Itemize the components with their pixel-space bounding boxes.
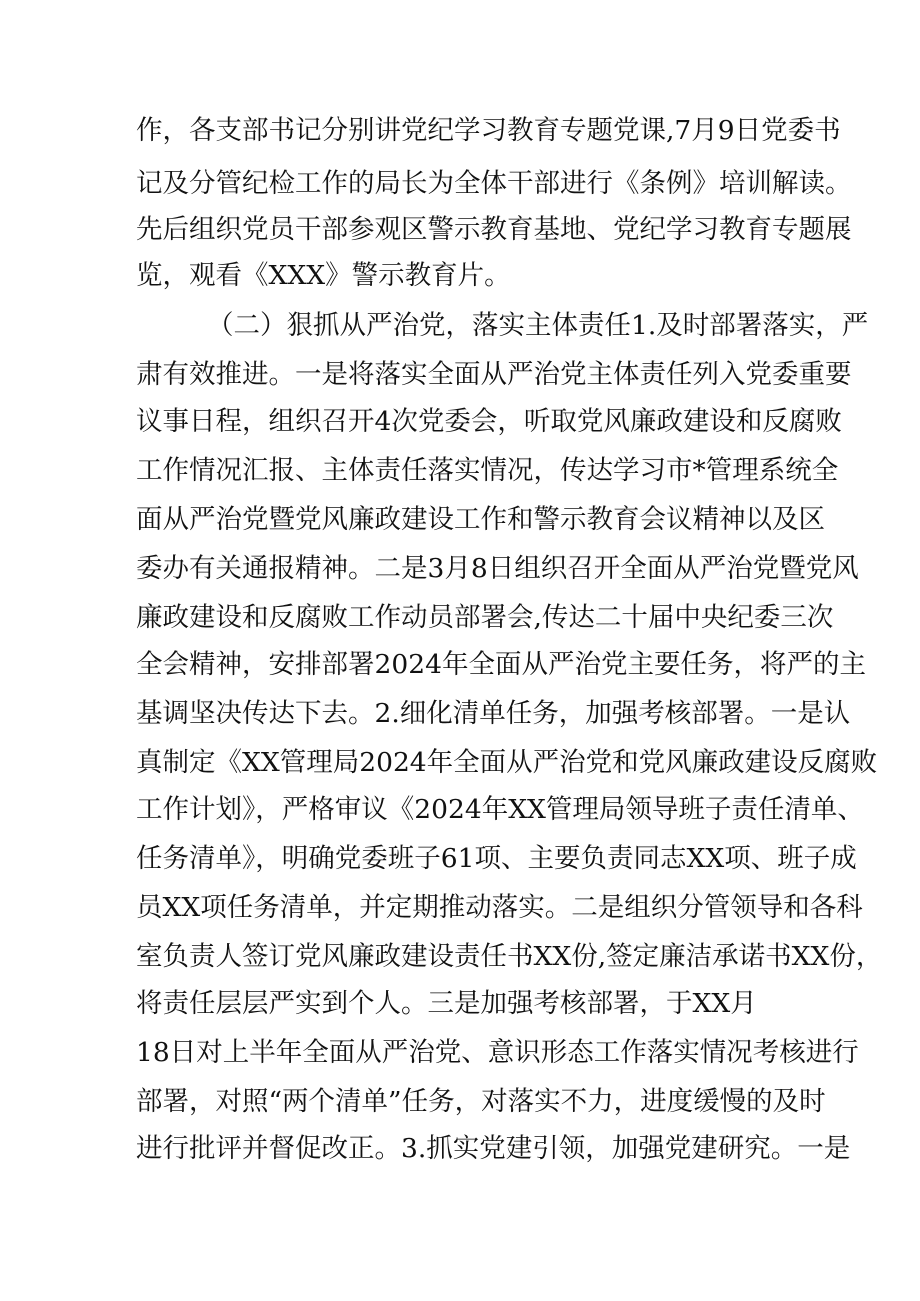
text-line: 委办有关通报精神。二是3月8日组织召开全面从严治党暨党风 [136, 553, 859, 584]
text-line: 真制定《XX管理局2024年全面从严治党和党风廉政建设反腐败 [136, 747, 878, 778]
text-line: 议事日程，组织召开4次党委会，听取党风廉政建设和反腐败 [136, 406, 842, 437]
text-line: 工作计划》，严格审议《2024年XX管理局领导班子责任清单、 [136, 794, 864, 825]
text-line: 览，观看《XXX》警示教育片。 [136, 260, 511, 291]
section-heading-line: （二）狠抓从严治党，落实主体责任1.及时部署落实，严 [207, 310, 869, 341]
text-line: 员XX项任务清单，并定期推动落实。二是组织分管领导和各科 [136, 892, 863, 923]
text-line: 基调坚决传达下去。2.细化清单任务，加强考核部署。一是认 [136, 698, 851, 729]
text-line: 进行批评并督促改正。3.抓实党建引领，加强党建研究。一是 [136, 1133, 851, 1164]
text-line: 全会精神，安排部署2024年全面从严治党主要任务，将严的主 [136, 649, 866, 680]
text-line: 室负责人签订党风廉政建设责任书XX份,签定廉洁承诺书XX份， [136, 941, 883, 972]
text-line: 将责任层层严实到个人。三是加强考核部署，于XX月 [136, 988, 757, 1019]
text-line: 18日对上半年全面从严治党、意识形态工作落实情况考核进行 [136, 1037, 859, 1068]
text-line: 作，各支部书记分别讲党纪学习教育专题党课,7月9日党委书 [136, 115, 841, 146]
text-line: 面从严治党暨党风廉政建设工作和警示教育会议精神以及区 [136, 504, 825, 535]
text-line: 任务清单》，明确党委班子61项、主要负责同志XX项、班子成 [136, 843, 857, 874]
text-line: 先后组织党员干部参观区警示教育基地、党纪学习教育专题展 [136, 214, 852, 245]
text-line: 记及分管纪检工作的局长为全体干部进行《条例》培训解读。 [136, 168, 852, 199]
text-line: 部署，对照“两个清单”任务，对落实不力，进度缓慢的及时 [136, 1086, 826, 1117]
text-line: 工作情况汇报、主体责任落实情况，传达学习市*管理系统全 [136, 455, 839, 486]
text-line: 廉政建设和反腐败工作动员部署会,传达二十届中央纪委三次 [136, 602, 834, 633]
text-line: 肃有效推进。一是将落实全面从严治党主体责任列入党委重要 [136, 359, 852, 390]
